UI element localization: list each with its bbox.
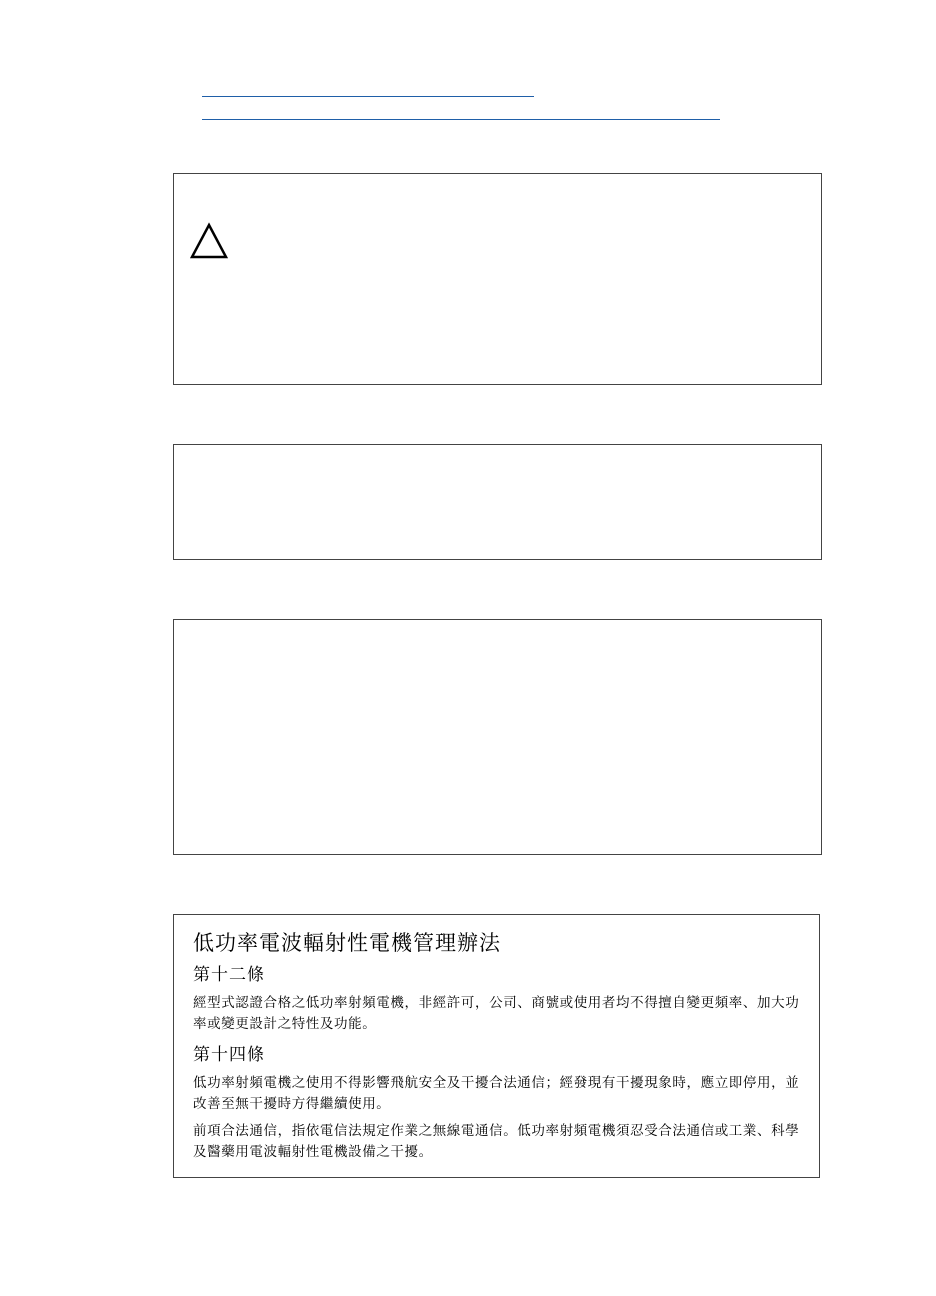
article-14-paragraph-2: 前項合法通信，指依電信法規定作業之無線電通信。低功率射頻電機須忍受合法通信或工業、科學及醫藥用電波輻射性電機設備之干擾。 <box>193 1123 800 1160</box>
notice-box-1 <box>173 444 822 560</box>
article-12-title: 第十二條 <box>193 965 265 985</box>
article-14-title: 第十四條 <box>193 1045 265 1065</box>
article-12-paragraph: 經型式認證合格之低功率射頻電機，非經許可，公司、商號或使用者均不得擅自變更頻率、加大功率或變更設計之特性及功能。 <box>193 995 800 1032</box>
link-underline-2[interactable] <box>202 119 720 120</box>
caution-triangle-icon <box>189 222 229 260</box>
regulation-title: 低功率電波輻射性電機管理辦法 <box>193 931 501 955</box>
notice-box-2 <box>173 619 822 855</box>
link-underline-1[interactable] <box>202 96 534 97</box>
article-14-paragraph-1: 低功率射頻電機之使用不得影響飛航安全及干擾合法通信；經發現有干擾現象時，應立即停用，並改善至無干擾時方得繼續使用。 <box>193 1075 800 1112</box>
regulation-box <box>173 914 820 1178</box>
caution-box <box>173 173 822 385</box>
